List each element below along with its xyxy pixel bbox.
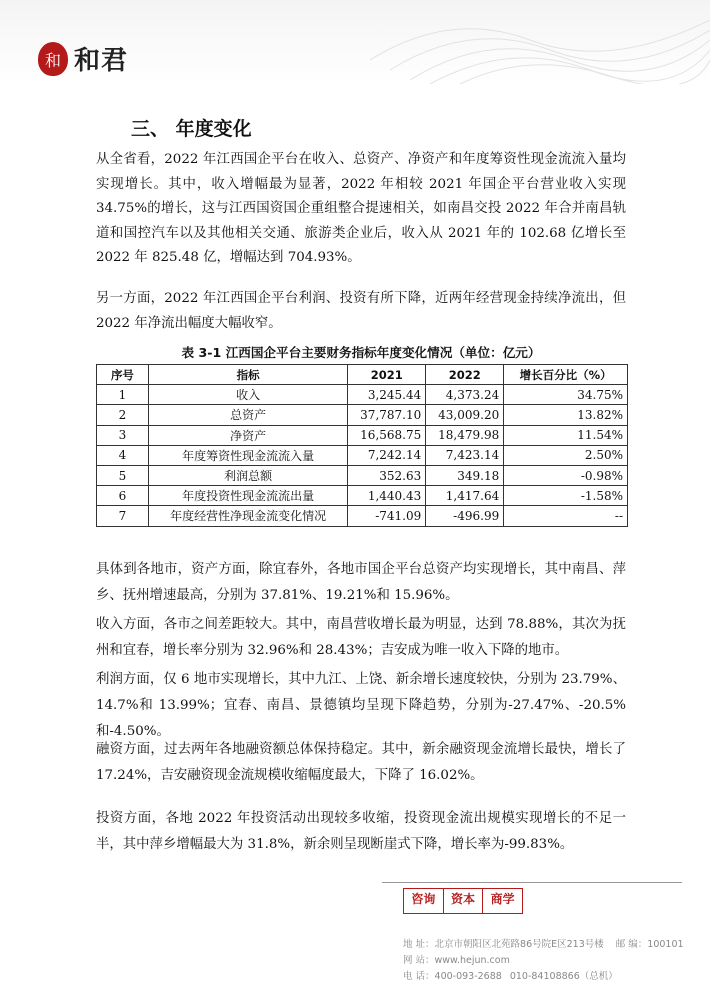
header-pattern (370, 0, 710, 84)
table-header-row (97, 365, 628, 385)
table-row (97, 425, 628, 445)
cell-growth: -- (504, 506, 628, 526)
table-caption: 表 3-1 江西国企平台主要财务指标年度变化情况（单位：亿元） (181, 345, 541, 360)
cell-growth: -0.98% (504, 465, 628, 485)
cell-2021: -741.09 (348, 506, 426, 526)
cell-indicator: 收入 (148, 385, 347, 405)
cell-index: 1 (97, 385, 149, 405)
footer-divider (382, 882, 682, 883)
paragraph-investment: 投资方面，各地 2022 年投资活动出现较多收缩，投资现金流出规模实现增长的不足一半，其中萍乡增幅最大为 31.8%，新余则呈现断崖式下降，增长率为-99.83%。 (96, 811, 626, 852)
cell-indicator: 年度筹资性现金流流入量 (148, 445, 347, 465)
cell-2022: 4,373.24 (426, 385, 504, 405)
cell-index: 3 (97, 425, 149, 445)
cell-indicator: 年度投资性现金流流出量 (148, 486, 347, 506)
cell-index: 7 (97, 506, 149, 526)
paragraph-financing: 融资方面，过去两年各地融资额总体保持稳定。其中，新余融资现金流增长最快，增长了 17.24%，吉安融资现金流规模收缩幅度最大，下降了 16.02%。 (96, 742, 626, 783)
paragraph-revenue: 收入方面，各市之间差距较大。其中，南昌营收增长最为明显，达到 78.88%，其次为抚州和宜春，增长率分别为 32.96%和 28.43%；吉安成为唯一收入下降的地市。 (96, 617, 626, 658)
cell-growth: 11.54% (504, 425, 628, 445)
cell-growth: 34.75% (504, 385, 628, 405)
footer-website: 网 站：www.hejun.com (403, 955, 510, 966)
cell-index: 5 (97, 465, 149, 485)
company-logo (38, 40, 128, 77)
table-row (97, 405, 628, 425)
cell-growth: -1.58% (504, 486, 628, 506)
cell-2021: 1,440.43 (348, 486, 426, 506)
paragraph-profit: 利润方面，仅 6 地市实现增长，其中九江、上饶、新余增长速度较快，分别为 23.79%、14.7%和 13.99%；宜春、南昌、景德镇均呈现下降趋势，分别为-27.47%、-20.5%和-4.50%。 (96, 672, 626, 739)
table-row (97, 465, 628, 485)
header-growth: 增长百分比（%） (504, 365, 628, 385)
badge-business-school: 商学 (483, 888, 523, 914)
cell-indicator: 总资产 (148, 405, 347, 425)
badge-capital: 资本 (444, 888, 484, 914)
footer-postcode: 邮 编：100101 (615, 939, 684, 950)
cell-2021: 7,242.14 (348, 445, 426, 465)
cell-indicator: 净资产 (148, 425, 347, 445)
cell-index: 6 (97, 486, 149, 506)
paragraph-assets: 具体到各地市，资产方面，除宜春外，各地市国企平台总资产均实现增长，其中南昌、萍乡、抚州增速最高，分别为 37.81%、19.21%和 15.96%。 (96, 562, 626, 603)
footer-phone-line (403, 968, 618, 982)
cell-indicator: 年度经营性净现金流变化情况 (148, 506, 347, 526)
header-indicator: 指标 (148, 365, 347, 385)
cell-indicator: 利润总额 (148, 465, 347, 485)
cell-growth: 13.82% (504, 405, 628, 425)
table-row (97, 486, 628, 506)
paragraph-overview: 从全省看，2022 年江西国企平台在收入、总资产、净资产和年度筹资性现金流流入量均实现增长。其中，收入增幅最为显著，2022 年相较 2021 年国企平台营业收入实现 34.75%的增长，这与江西国资国企重组整合提速相关，如南昌交投 2022 年合并南昌轨道和国控汽车以及其他相关交通、旅游类企业后，收入从 2021 年的 102.68 亿增长至 2022 年 825.48 亿，增幅达到 704.93%。 (96, 152, 626, 265)
footer-address-line (403, 936, 684, 950)
cell-2022: 349.18 (426, 465, 504, 485)
cell-index: 2 (97, 405, 149, 425)
cell-2022: 1,417.64 (426, 486, 504, 506)
badge-consulting: 咨询 (403, 888, 444, 914)
paragraph-decline: 另一方面，2022 年江西国企平台利润、投资有所下降，近两年经营现金持续净流出，但 2022 年净流出幅度大幅收窄。 (96, 291, 626, 331)
logo-mark-icon (38, 42, 68, 76)
section-title: 三、 年度变化 (131, 118, 252, 140)
footer-phone2: 010-84108866（总机） (509, 971, 618, 982)
cell-2022: 43,009.20 (426, 405, 504, 425)
cell-2022: -496.99 (426, 506, 504, 526)
cell-index: 4 (97, 445, 149, 465)
cell-2021: 352.63 (348, 465, 426, 485)
logo-glyph: 和 (44, 50, 61, 70)
header-index: 序号 (97, 365, 149, 385)
footer-badge (403, 888, 523, 914)
cell-2022: 18,479.98 (426, 425, 504, 445)
footer-phone: 电 话：400-093-2688 (403, 971, 502, 982)
table-row (97, 506, 628, 526)
header-2022: 2022 (426, 365, 504, 385)
table-row (97, 385, 628, 405)
cell-2021: 3,245.44 (348, 385, 426, 405)
logo-text: 和君 (74, 46, 129, 76)
financial-table (96, 364, 628, 527)
cell-2022: 7,423.14 (426, 445, 504, 465)
footer-address: 地 址：北京市朝阳区北苑路86号院E区213号楼 (403, 939, 604, 950)
cell-2021: 37,787.10 (348, 405, 426, 425)
table-row (97, 445, 628, 465)
cell-growth: 2.50% (504, 445, 628, 465)
cell-2021: 16,568.75 (348, 425, 426, 445)
header-2021: 2021 (348, 365, 426, 385)
